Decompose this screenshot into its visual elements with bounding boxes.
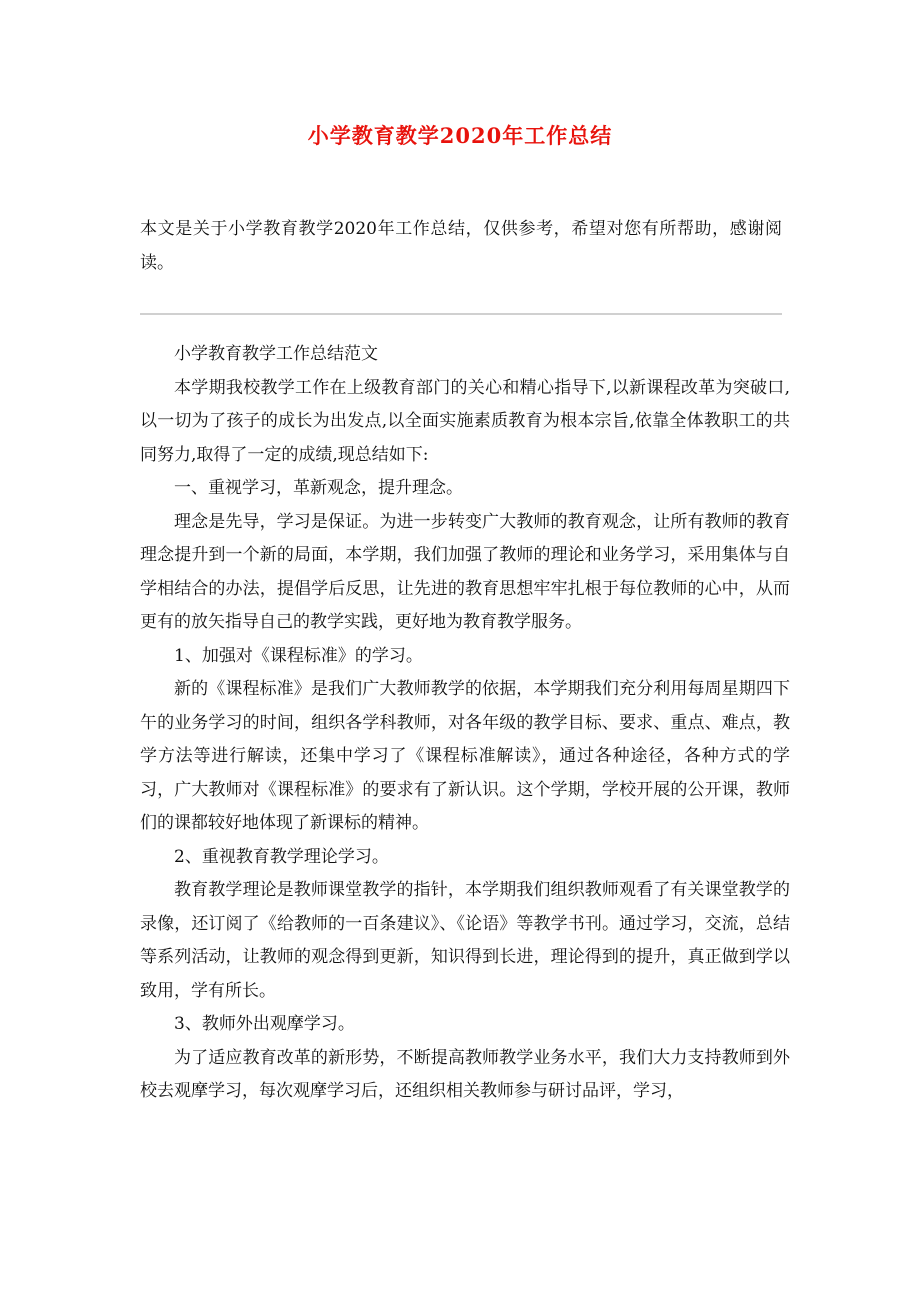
divider: [140, 313, 782, 315]
document-body: [140, 338, 790, 1109]
section-heading: 2、重视教育教学理论学习。: [174, 846, 389, 867]
body-paragraph: 本学期我校教学工作在上级教育部门的关心和精心指导下,以新课程改革为突破口,以一切为了孩子的成长为出发点,以全面实施素质教育为根本宗旨,依靠全体教职工的共同努力,取得了一定的成绩,现总结如下:: [140, 377, 790, 465]
section-heading: 小学教育教学工作总结范文: [174, 344, 378, 364]
document-title: 小学教育教学2020年工作总结: [307, 123, 613, 148]
body-paragraph: 教育教学理论是教师课堂教学的指针，本学期我们组织教师观看了有关课堂教学的录像，还订阅了《给教师的一百条建议》、《论语》等教学书刊。通过学习，交流，总结等系列活动，让教师的观念得到更新，知识得到长进，理论得到的提升，真正做到学以致用，学有所长。: [140, 880, 790, 1001]
body-paragraph: 新的《课程标准》是我们广大教师教学的依据，本学期我们充分利用每周星期四下午的业务学习的时间，组织各学科教师，对各年级的教学目标、要求、重点、难点，教学方法等进行解读，还集中学习了《课程标准解读》，通过各种途径，各种方式的学习，广大教师对《课程标准》的要求有了新认识。这个学期，学校开展的公开课，教师们的课都较好地体现了新课标的精神。: [140, 679, 790, 833]
intro-paragraph: 本文是关于小学教育教学2020年工作总结，仅供参考，希望对您有所帮助，感谢阅读。: [140, 219, 782, 273]
section-heading: 3、教师外出观摩学习。: [174, 1014, 355, 1034]
body-paragraph: 为了适应教育改革的新形势，不断提高教师教学业务水平，我们大力支持教师到外校去观摩学习，每次观摩学习后，还组织相关教师参与研讨品评，学习，: [140, 1047, 790, 1101]
section-heading: 一、重视学习，革新观念，提升理念。: [174, 478, 463, 498]
section-heading: 1、加强对《课程标准》的学习。: [174, 645, 423, 666]
body-paragraph: 理念是先导，学习是保证。为进一步转变广大教师的教育观念，让所有教师的教育理念提升到一个新的局面，本学期，我们加强了教师的理论和业务学习，采用集体与自学相结合的办法，提倡学后反思，让先进的教育思想牢牢扎根于每位教师的心中，从而更有的放矢指导自己的教学实践，更好地为教育教学服务。: [140, 511, 790, 632]
